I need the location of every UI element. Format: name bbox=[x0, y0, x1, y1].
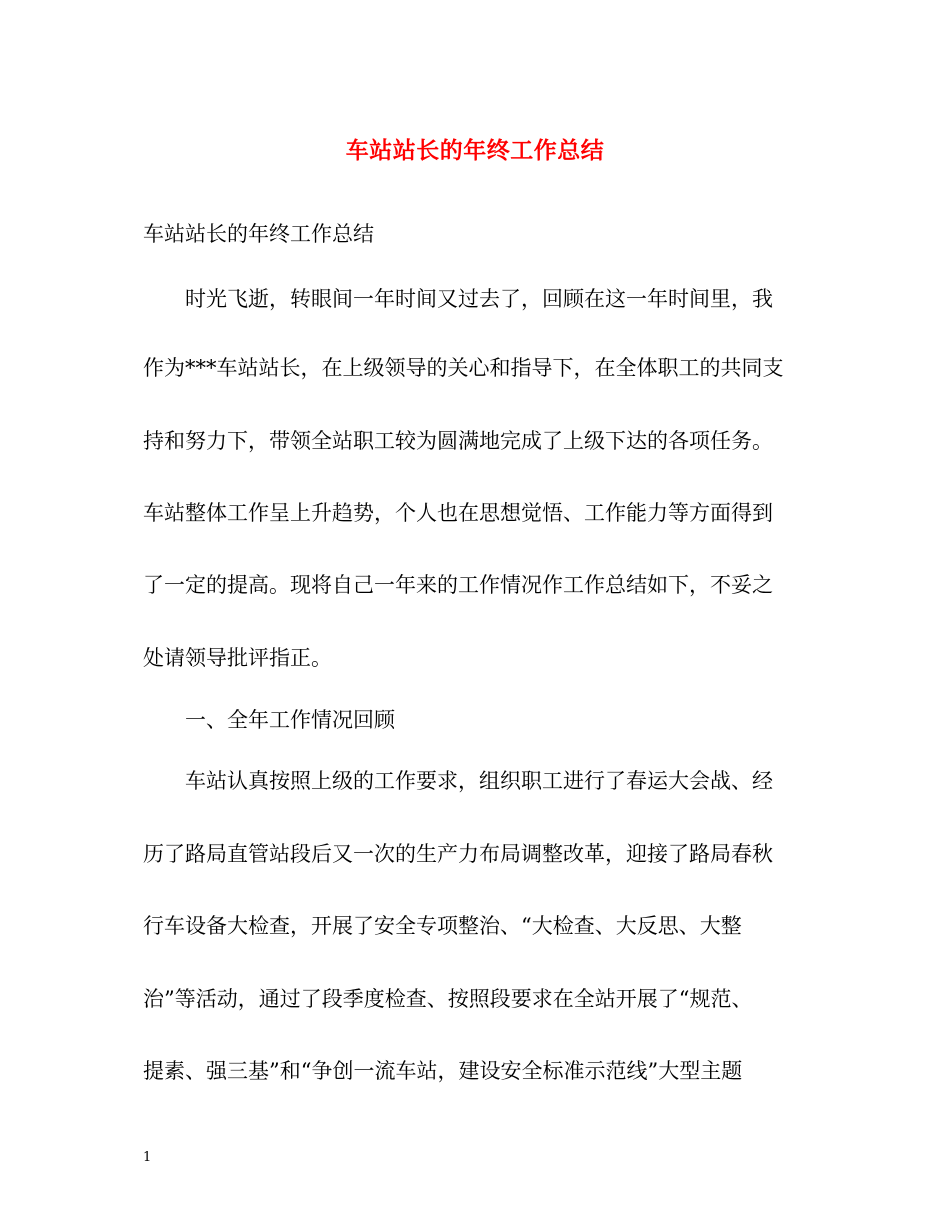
paragraph-line: 治”等活动，通过了段季度检查、按照段要求在全站开展了“规范、 bbox=[143, 987, 753, 1011]
paragraph-line: 了一定的提高。现将自己一年来的工作情况作工作总结如下，不妥之 bbox=[143, 573, 773, 597]
section-heading: 一、全年工作情况回顾 bbox=[185, 708, 395, 732]
paragraph-line: 作为***车站站长，在上级领导的关心和指导下，在全体职工的共同支 bbox=[143, 356, 784, 380]
paragraph-line: 处请领导批评指正。 bbox=[143, 646, 332, 670]
paragraph-line: 行车设备大检查，开展了安全专项整治、“大检查、大反思、大整 bbox=[143, 914, 742, 938]
paragraph-line: 提素、强三基”和“争创一流车站，建设安全标准示范线”大型主题 bbox=[143, 1059, 743, 1083]
document-title: 车站站长的年终工作总结 bbox=[345, 137, 605, 164]
paragraph-line: 历了路局直管站段后又一次的生产力布局调整改革，迎接了路局春秋 bbox=[143, 842, 773, 866]
paragraph-line: 持和努力下，带领全站职工较为圆满地完成了上级下达的各项任务。 bbox=[143, 429, 773, 453]
page-number: 1 bbox=[143, 1150, 152, 1165]
paragraph-line: 车站认真按照上级的工作要求，组织职工进行了春运大会战、经 bbox=[185, 769, 773, 793]
paragraph-line: 时光飞逝，转眼间一年时间又过去了，回顾在这一年时间里，我 bbox=[185, 287, 773, 311]
document-subtitle: 车站站长的年终工作总结 bbox=[143, 222, 374, 246]
paragraph-line: 车站整体工作呈上升趋势，个人也在思想觉悟、工作能力等方面得到 bbox=[143, 501, 773, 525]
